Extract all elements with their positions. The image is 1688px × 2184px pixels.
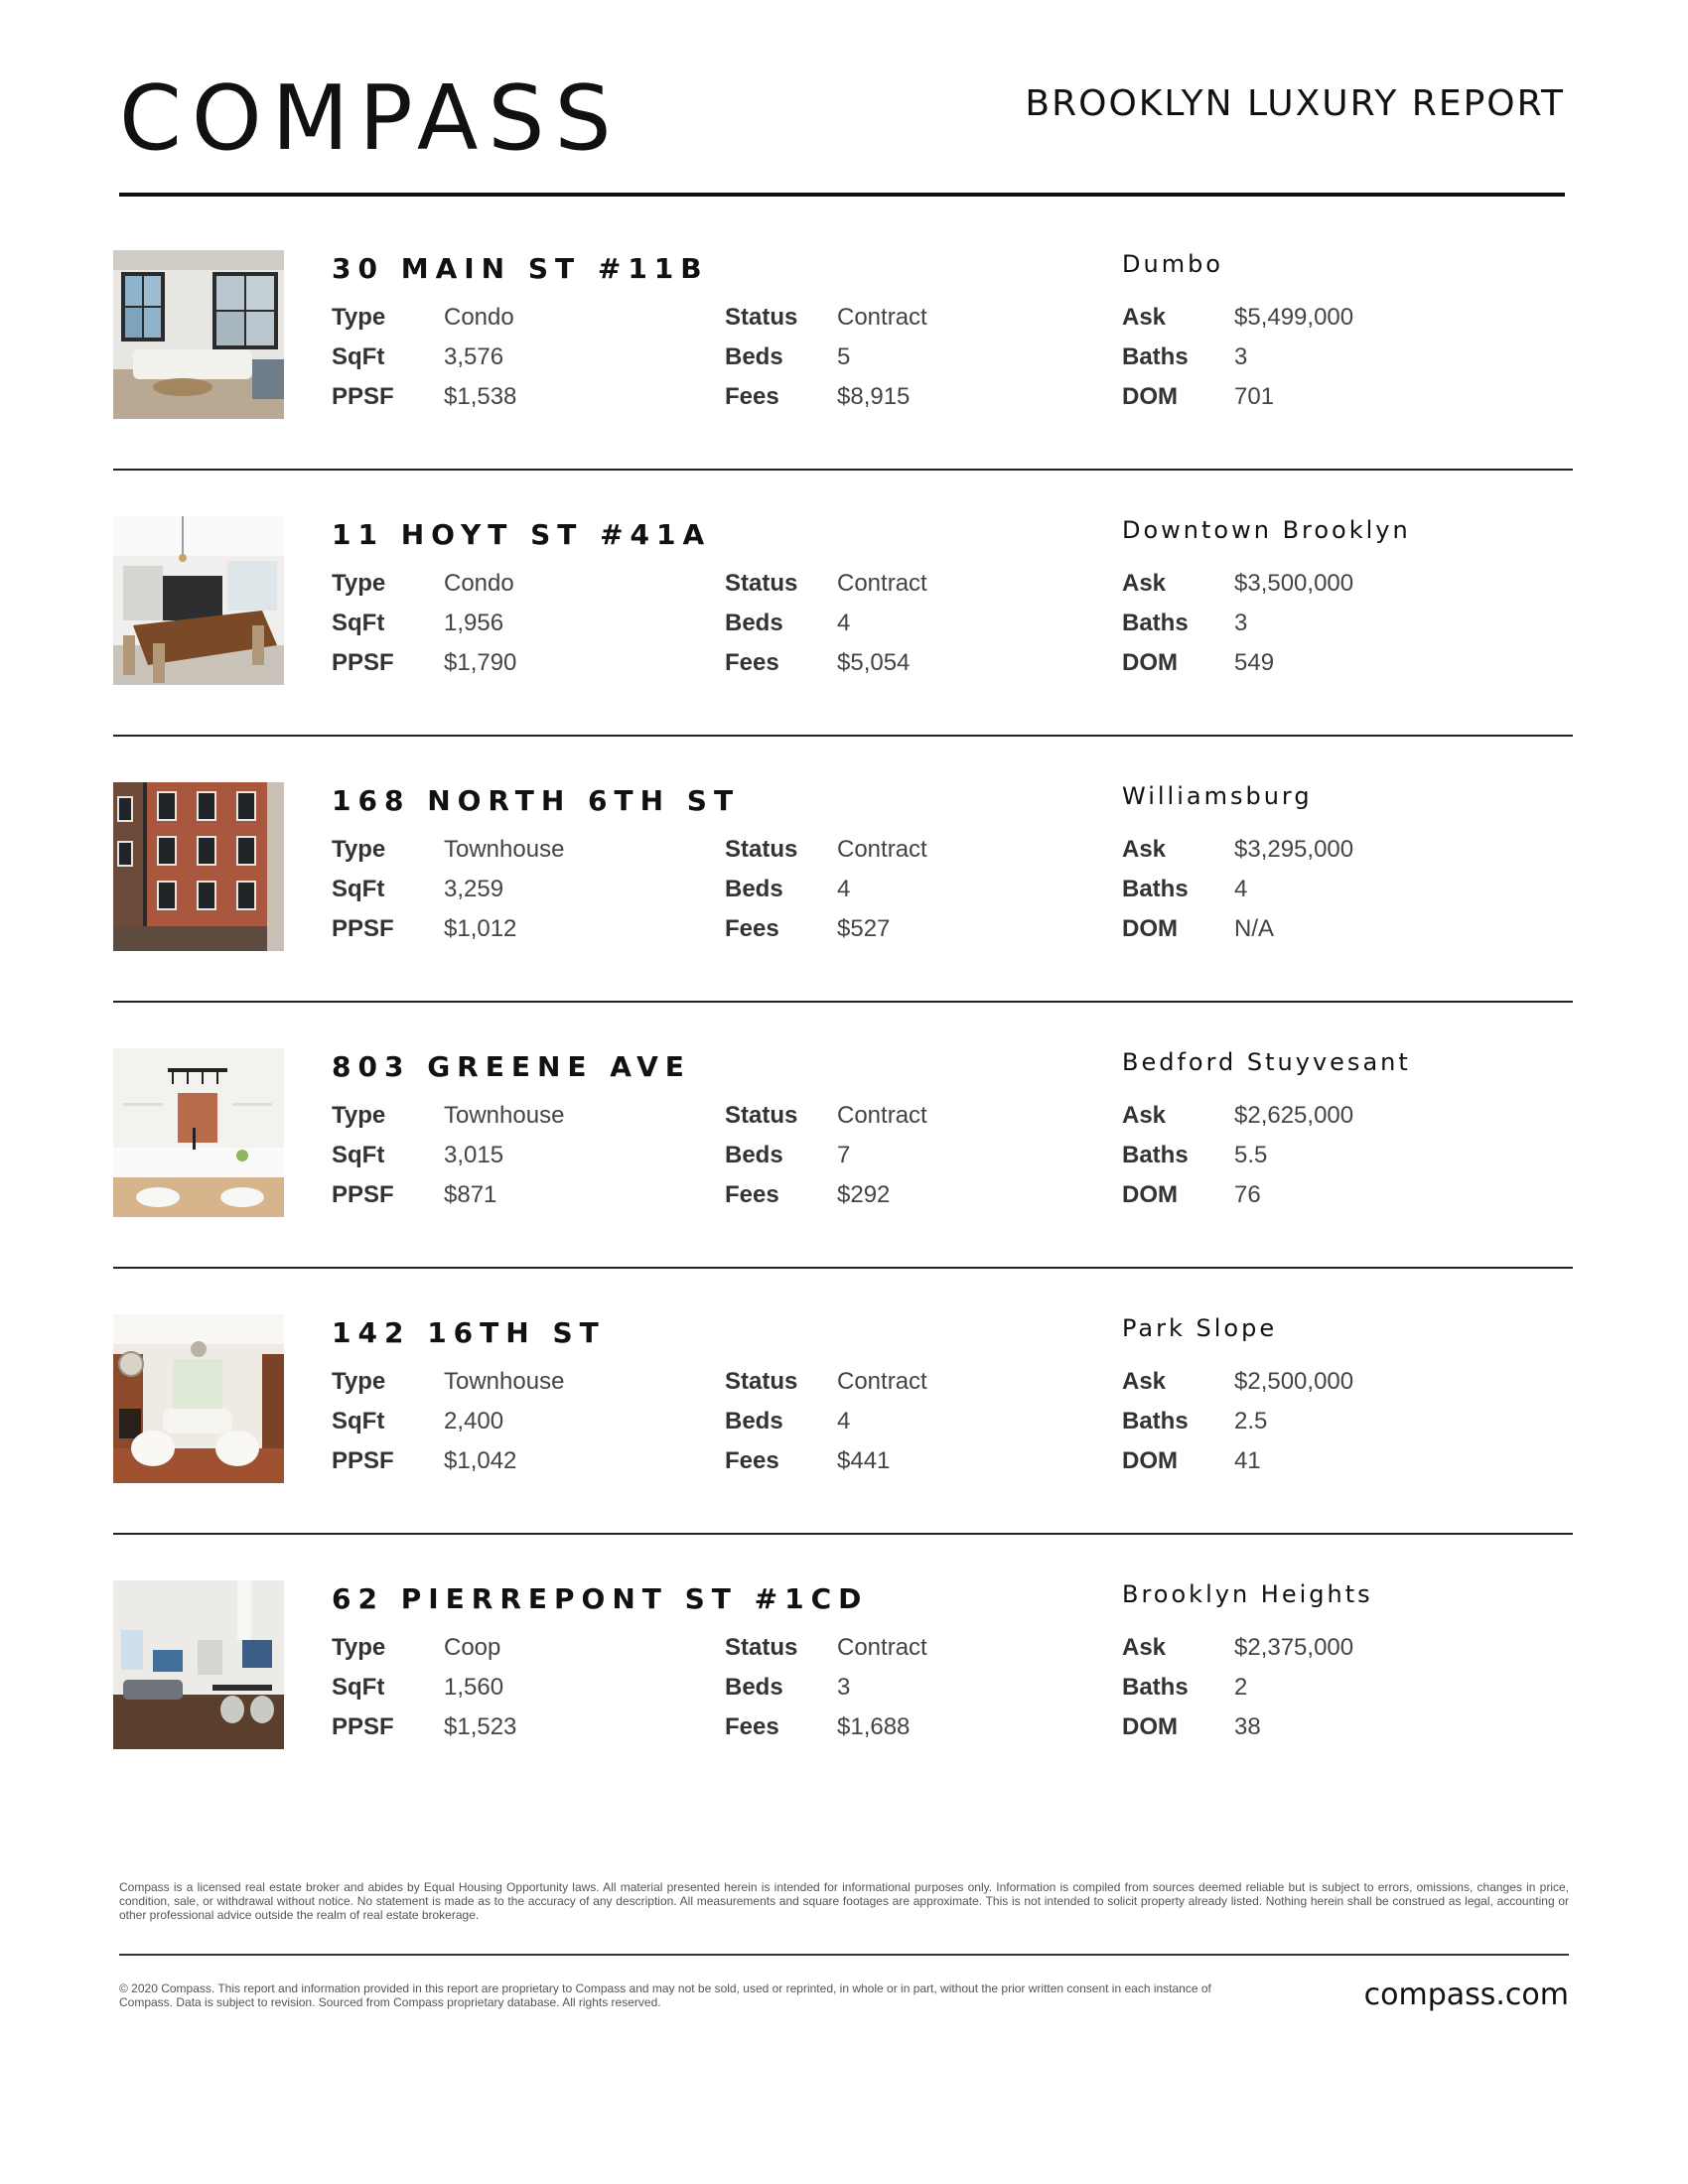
ppsf-value: $871 bbox=[444, 1181, 497, 1208]
listings-list bbox=[113, 250, 1573, 1846]
beds-label: Beds bbox=[725, 1674, 783, 1701]
fees-label: Fees bbox=[725, 1181, 779, 1208]
status-label: Status bbox=[725, 1368, 798, 1395]
ppsf-value: $1,042 bbox=[444, 1447, 517, 1474]
baths-value: 2 bbox=[1234, 1674, 1248, 1701]
disclaimer-text: Compass is a licensed real estate broker and abides by Equal Housing Opportunity laws. All material presented herein is intended for informational purposes only. Information is compiled from sources deemed reliable but is subject to errors, omissions, changes in price, condition, sale, or withdrawal without notice. No statement is made as to the accuracy of any description. All measurements and square footages are approximate. This is not intended to solicit property already listed. Nothing herein shall be construed as legal, accounting or other professional advice outside the realm of real estate brokerage. bbox=[119, 1880, 1569, 1922]
dom-value: N/A bbox=[1234, 915, 1275, 942]
baths-label: Baths bbox=[1122, 1408, 1189, 1434]
listing-col-1 bbox=[332, 566, 516, 685]
copyright-text: © 2020 Compass. This report and information provided in this report are proprietary to Compass and may not be sold, used or reprinted, in whole or in part, without the prior written consent in each instance of Compass. Data is subject to revision. Sourced from Compass proprietary database. All rights reserved. bbox=[119, 1981, 1211, 2009]
beds-label: Beds bbox=[725, 876, 783, 902]
listing-photo-kitchen bbox=[113, 1048, 284, 1217]
sqft-value: 1,956 bbox=[444, 610, 504, 636]
listing-neighborhood: Bedford Stuyvesant bbox=[1122, 1048, 1411, 1076]
listing-address: 803 GREENE AVE bbox=[332, 1050, 691, 1083]
baths-value: 3 bbox=[1234, 343, 1248, 370]
sqft-label: SqFt bbox=[332, 343, 385, 370]
dom-value: 76 bbox=[1234, 1181, 1261, 1208]
ppsf-label: PPSF bbox=[332, 1181, 394, 1208]
type-label: Type bbox=[332, 1634, 386, 1661]
listing-item bbox=[113, 250, 1573, 516]
report-title: BROOKLYN LUXURY REPORT bbox=[1025, 83, 1565, 124]
type-label: Type bbox=[332, 570, 386, 597]
listing-col-1 bbox=[332, 1630, 516, 1749]
dom-value: 38 bbox=[1234, 1713, 1261, 1740]
dom-label: DOM bbox=[1122, 1181, 1178, 1208]
ppsf-value: $1,790 bbox=[444, 649, 517, 676]
fees-value: $441 bbox=[837, 1447, 891, 1474]
fees-value: $527 bbox=[837, 915, 891, 942]
type-value: Townhouse bbox=[444, 1368, 565, 1395]
ask-value: $2,375,000 bbox=[1234, 1634, 1354, 1661]
ask-label: Ask bbox=[1122, 1634, 1167, 1661]
ask-label: Ask bbox=[1122, 304, 1167, 331]
listing-col-1 bbox=[332, 1364, 564, 1483]
listing-col-2 bbox=[725, 566, 927, 685]
sqft-value: 3,576 bbox=[444, 343, 504, 370]
status-value: Contract bbox=[837, 1368, 927, 1395]
type-value: Townhouse bbox=[444, 1102, 565, 1129]
ppsf-label: PPSF bbox=[332, 383, 394, 410]
type-value: Townhouse bbox=[444, 836, 565, 863]
listing-item bbox=[113, 1314, 1573, 1580]
fees-value: $8,915 bbox=[837, 383, 911, 410]
ask-label: Ask bbox=[1122, 1102, 1167, 1129]
fees-value: $5,054 bbox=[837, 649, 911, 676]
status-label: Status bbox=[725, 570, 798, 597]
fees-label: Fees bbox=[725, 1713, 779, 1740]
dom-value: 701 bbox=[1234, 383, 1275, 410]
sqft-label: SqFt bbox=[332, 1142, 385, 1168]
status-label: Status bbox=[725, 1634, 798, 1661]
listing-col-3 bbox=[1122, 1364, 1353, 1483]
beds-value: 4 bbox=[837, 876, 851, 902]
fees-label: Fees bbox=[725, 383, 779, 410]
ask-value: $2,500,000 bbox=[1234, 1368, 1354, 1395]
ppsf-value: $1,523 bbox=[444, 1713, 517, 1740]
fees-label: Fees bbox=[725, 915, 779, 942]
listing-item bbox=[113, 1580, 1573, 1846]
listing-col-3 bbox=[1122, 1630, 1353, 1749]
ppsf-label: PPSF bbox=[332, 649, 394, 676]
status-value: Contract bbox=[837, 304, 927, 331]
listing-item bbox=[113, 1048, 1573, 1314]
baths-value: 2.5 bbox=[1234, 1408, 1268, 1434]
beds-label: Beds bbox=[725, 1408, 783, 1434]
listing-col-2 bbox=[725, 1630, 927, 1749]
dom-label: DOM bbox=[1122, 649, 1178, 676]
listing-col-2 bbox=[725, 1098, 927, 1217]
listing-photo-open-living bbox=[113, 1580, 284, 1749]
listing-col-3 bbox=[1122, 566, 1353, 685]
ppsf-label: PPSF bbox=[332, 1447, 394, 1474]
listing-divider bbox=[113, 1533, 1573, 1535]
listing-col-1 bbox=[332, 300, 516, 419]
listing-address: 142 16TH ST bbox=[332, 1316, 606, 1349]
baths-value: 3 bbox=[1234, 610, 1248, 636]
status-value: Contract bbox=[837, 1634, 927, 1661]
listing-col-3 bbox=[1122, 1098, 1353, 1217]
baths-label: Baths bbox=[1122, 343, 1189, 370]
listing-divider bbox=[113, 735, 1573, 737]
type-value: Condo bbox=[444, 570, 514, 597]
type-label: Type bbox=[332, 1368, 386, 1395]
ppsf-value: $1,538 bbox=[444, 383, 517, 410]
type-label: Type bbox=[332, 1102, 386, 1129]
beds-value: 4 bbox=[837, 610, 851, 636]
fees-value: $1,688 bbox=[837, 1713, 911, 1740]
compass-logo: COMPASS bbox=[119, 67, 622, 171]
beds-label: Beds bbox=[725, 343, 783, 370]
listing-divider bbox=[113, 469, 1573, 471]
listing-col-3 bbox=[1122, 300, 1353, 419]
fees-value: $292 bbox=[837, 1181, 891, 1208]
sqft-value: 3,015 bbox=[444, 1142, 504, 1168]
status-value: Contract bbox=[837, 836, 927, 863]
baths-value: 4 bbox=[1234, 876, 1248, 902]
ask-value: $5,499,000 bbox=[1234, 304, 1354, 331]
listing-address: 30 MAIN ST #11B bbox=[332, 252, 709, 285]
listing-photo-brick-facade bbox=[113, 782, 284, 951]
sqft-value: 2,400 bbox=[444, 1408, 504, 1434]
beds-value: 3 bbox=[837, 1674, 851, 1701]
baths-label: Baths bbox=[1122, 876, 1189, 902]
listing-photo-living-room bbox=[113, 250, 284, 419]
ask-value: $3,295,000 bbox=[1234, 836, 1354, 863]
listing-col-3 bbox=[1122, 832, 1353, 951]
report-header bbox=[119, 69, 1565, 199]
footer-divider bbox=[119, 1954, 1569, 1956]
listing-neighborhood: Downtown Brooklyn bbox=[1122, 516, 1411, 544]
sqft-label: SqFt bbox=[332, 610, 385, 636]
ppsf-label: PPSF bbox=[332, 915, 394, 942]
listing-address: 62 PIERREPONT ST #1CD bbox=[332, 1582, 869, 1615]
status-label: Status bbox=[725, 836, 798, 863]
listing-neighborhood: Dumbo bbox=[1122, 250, 1223, 278]
type-value: Coop bbox=[444, 1634, 501, 1661]
beds-value: 4 bbox=[837, 1408, 851, 1434]
baths-label: Baths bbox=[1122, 1142, 1189, 1168]
sqft-value: 3,259 bbox=[444, 876, 504, 902]
listing-item bbox=[113, 782, 1573, 1048]
dom-label: DOM bbox=[1122, 1713, 1178, 1740]
status-value: Contract bbox=[837, 570, 927, 597]
sqft-label: SqFt bbox=[332, 1408, 385, 1434]
status-value: Contract bbox=[837, 1102, 927, 1129]
website-link[interactable]: compass.com bbox=[1363, 1978, 1569, 2012]
sqft-label: SqFt bbox=[332, 1674, 385, 1701]
baths-label: Baths bbox=[1122, 610, 1189, 636]
listing-photo-dining-room bbox=[113, 516, 284, 685]
beds-value: 7 bbox=[837, 1142, 851, 1168]
beds-label: Beds bbox=[725, 1142, 783, 1168]
listing-address: 11 HOYT ST #41A bbox=[332, 518, 712, 551]
ask-label: Ask bbox=[1122, 1368, 1167, 1395]
listing-col-1 bbox=[332, 832, 564, 951]
baths-value: 5.5 bbox=[1234, 1142, 1268, 1168]
listing-divider bbox=[113, 1267, 1573, 1269]
listing-item bbox=[113, 516, 1573, 782]
dom-label: DOM bbox=[1122, 1447, 1178, 1474]
ppsf-value: $1,012 bbox=[444, 915, 517, 942]
listing-neighborhood: Park Slope bbox=[1122, 1314, 1278, 1342]
baths-label: Baths bbox=[1122, 1674, 1189, 1701]
listing-col-2 bbox=[725, 832, 927, 951]
fees-label: Fees bbox=[725, 1447, 779, 1474]
listing-neighborhood: Williamsburg bbox=[1122, 782, 1313, 810]
listing-col-1 bbox=[332, 1098, 564, 1217]
ask-label: Ask bbox=[1122, 570, 1167, 597]
listing-divider bbox=[113, 1001, 1573, 1003]
type-label: Type bbox=[332, 304, 386, 331]
sqft-value: 1,560 bbox=[444, 1674, 504, 1701]
ppsf-label: PPSF bbox=[332, 1713, 394, 1740]
ask-value: $2,625,000 bbox=[1234, 1102, 1354, 1129]
listing-col-2 bbox=[725, 300, 927, 419]
listing-neighborhood: Brooklyn Heights bbox=[1122, 1580, 1373, 1608]
sqft-label: SqFt bbox=[332, 876, 385, 902]
ask-value: $3,500,000 bbox=[1234, 570, 1354, 597]
type-value: Condo bbox=[444, 304, 514, 331]
listing-col-2 bbox=[725, 1364, 927, 1483]
ask-label: Ask bbox=[1122, 836, 1167, 863]
dom-value: 549 bbox=[1234, 649, 1275, 676]
header-divider bbox=[119, 193, 1565, 197]
status-label: Status bbox=[725, 1102, 798, 1129]
dom-value: 41 bbox=[1234, 1447, 1261, 1474]
status-label: Status bbox=[725, 304, 798, 331]
fees-label: Fees bbox=[725, 649, 779, 676]
dom-label: DOM bbox=[1122, 383, 1178, 410]
type-label: Type bbox=[332, 836, 386, 863]
beds-label: Beds bbox=[725, 610, 783, 636]
listing-address: 168 NORTH 6TH ST bbox=[332, 784, 741, 817]
listing-photo-parlor bbox=[113, 1314, 284, 1483]
beds-value: 5 bbox=[837, 343, 851, 370]
dom-label: DOM bbox=[1122, 915, 1178, 942]
